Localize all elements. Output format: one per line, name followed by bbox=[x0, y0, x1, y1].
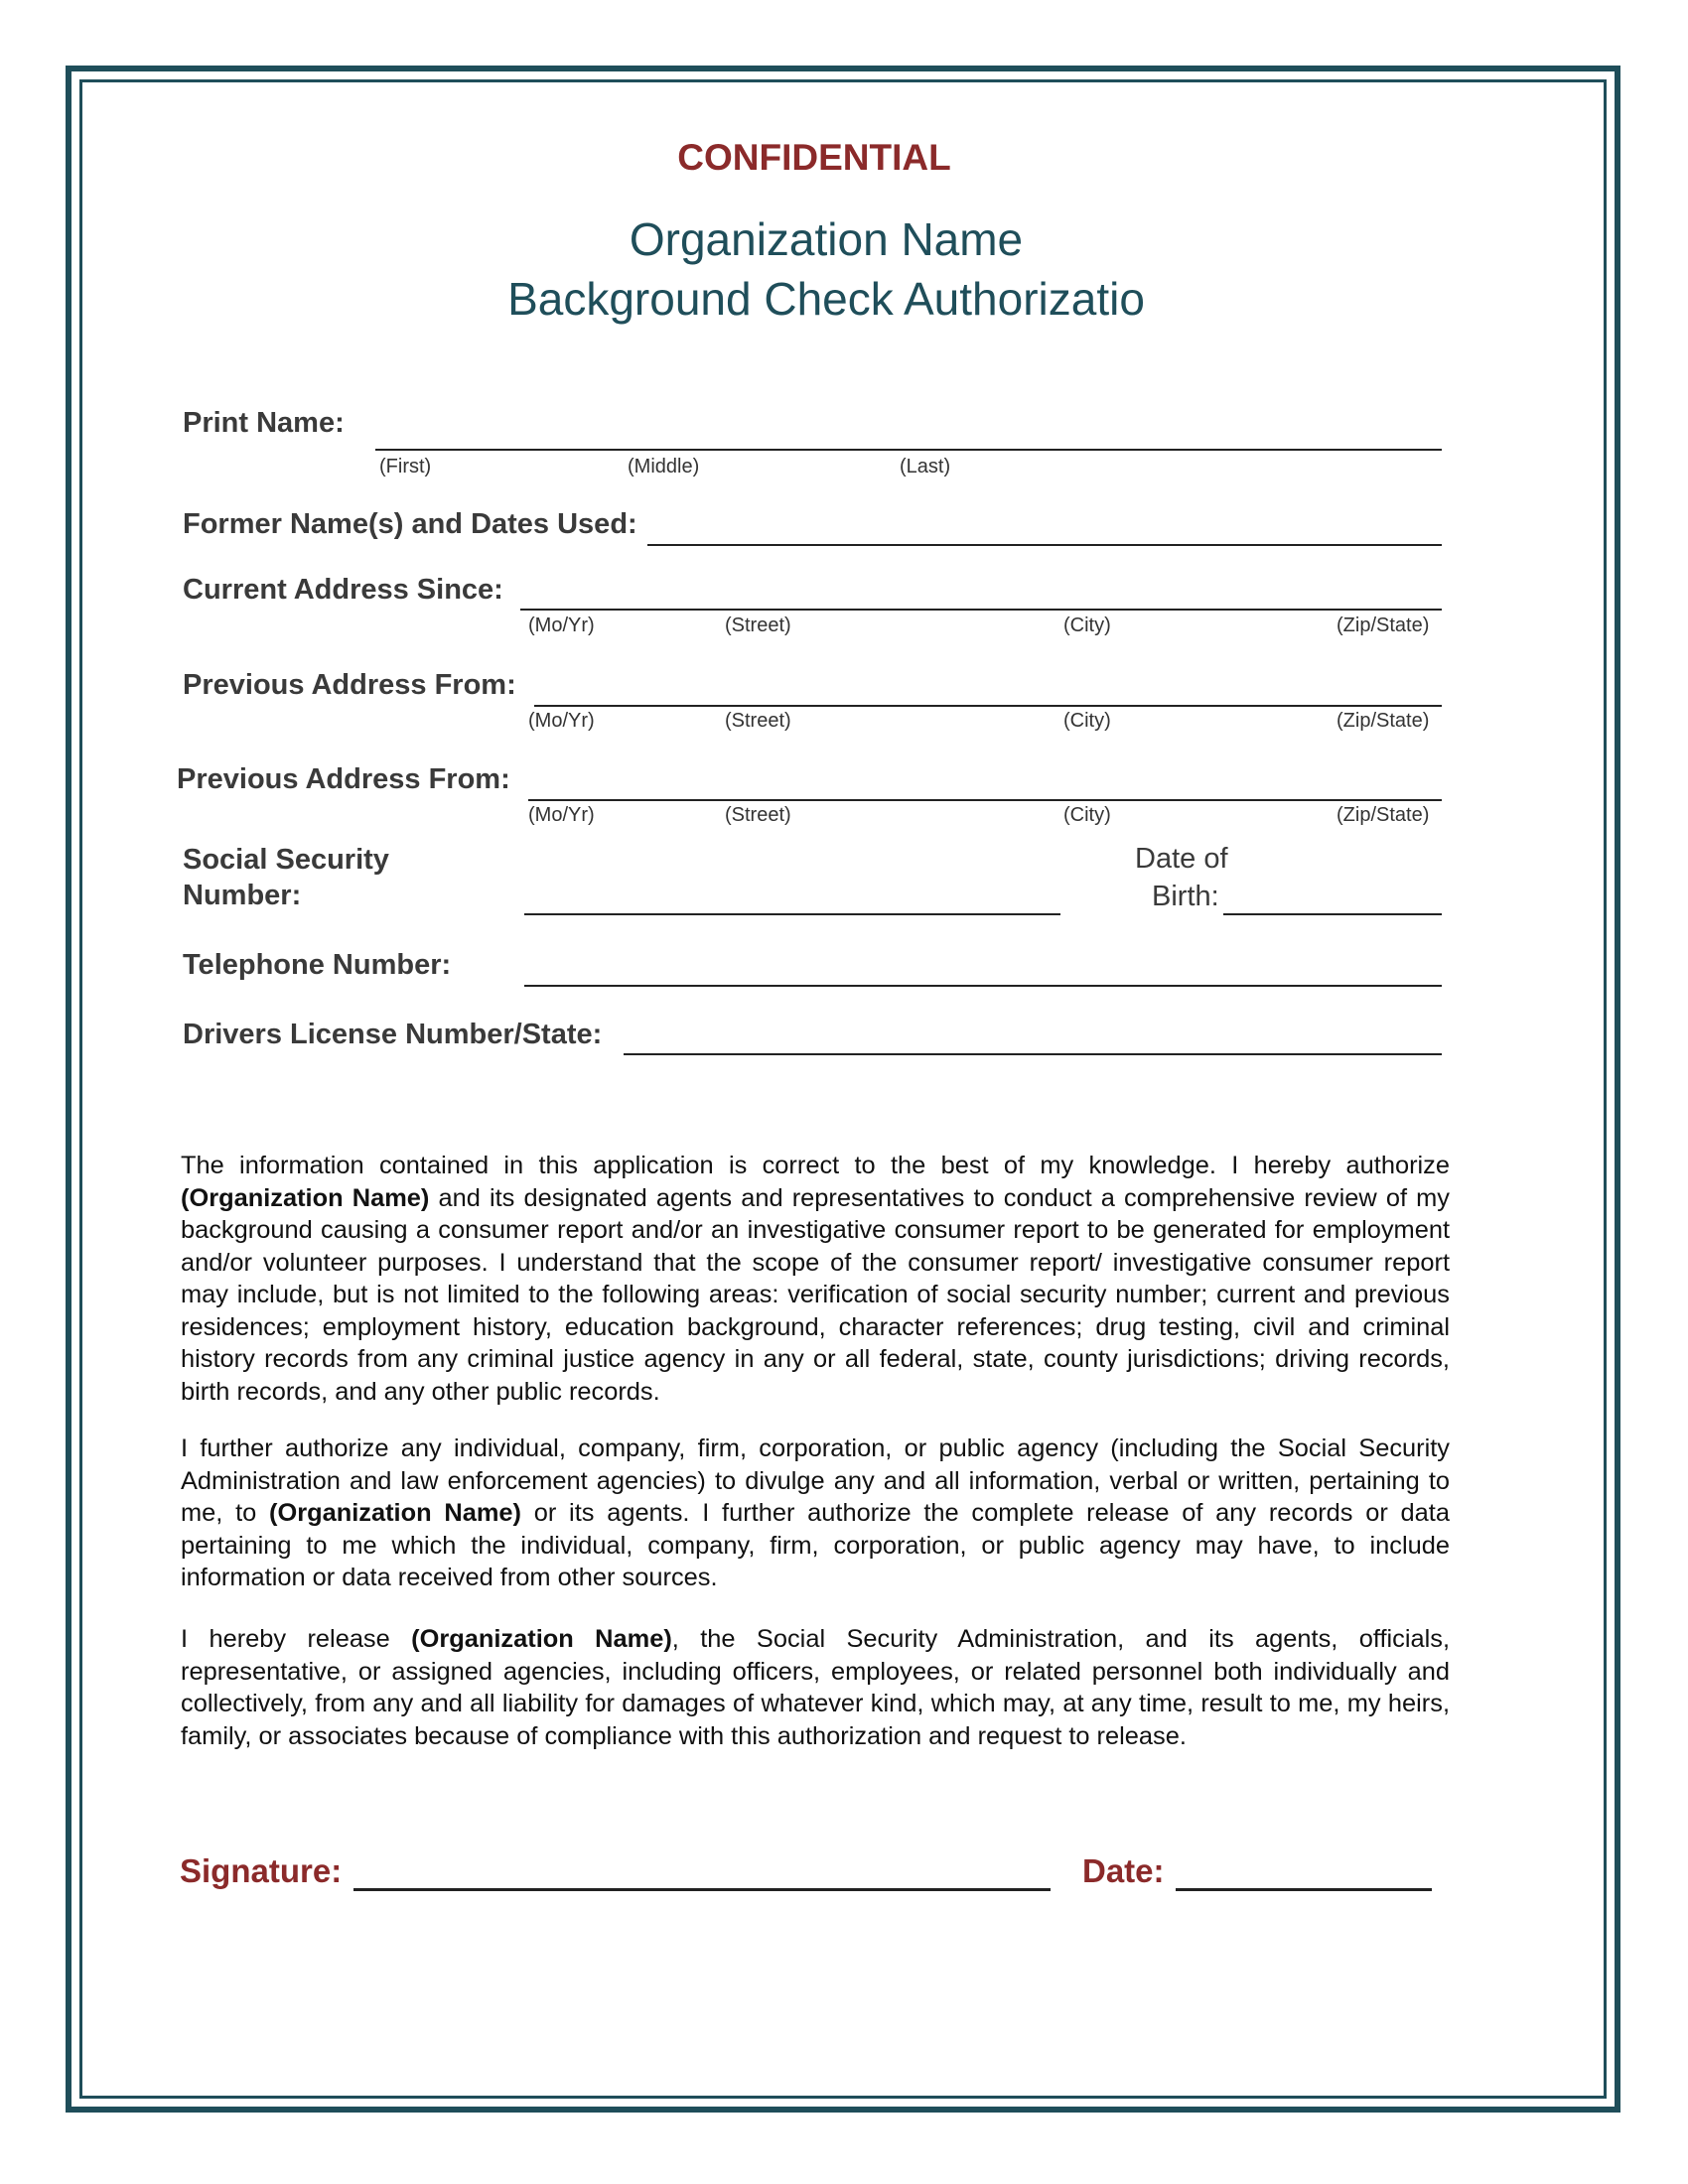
date-of-birth-field[interactable] bbox=[1223, 913, 1442, 915]
previous-address-1-label: Previous Address From: bbox=[183, 669, 516, 701]
drivers-license-field[interactable] bbox=[624, 1053, 1442, 1055]
former-names-label: Former Name(s) and Dates Used: bbox=[183, 508, 637, 540]
authorization-paragraph-2: I further authorize any individual, company, firm, corporation, or public agency (including the Social Security Administration and law enforcement agencies) to divulge any and all information, verbal or written, pertaining to me, to (Organization Name) or its agents. I further authorize the complete release of any records or data pertaining to me which the individual, company, firm, corporation, or public agency may have, to include information or data received from other sources. bbox=[181, 1434, 1450, 1591]
dob-label-line2: Birth: bbox=[1152, 881, 1219, 912]
street-caption: (Street) bbox=[725, 614, 791, 636]
dob-label-line1: Date of bbox=[1135, 843, 1228, 875]
organization-name: Organization Name bbox=[629, 213, 1024, 265]
date-field[interactable] bbox=[1176, 1888, 1432, 1891]
ssn-label-line2: Number: bbox=[183, 880, 302, 911]
zip-state-caption: (Zip/State) bbox=[1336, 710, 1430, 732]
date-label: Date: bbox=[1082, 1852, 1165, 1889]
city-caption: (City) bbox=[1063, 710, 1111, 732]
mo-yr-caption: (Mo/Yr) bbox=[528, 804, 595, 826]
street-caption: (Street) bbox=[725, 804, 791, 826]
zip-state-caption: (Zip/State) bbox=[1336, 804, 1430, 826]
drivers-license-label: Drivers License Number/State: bbox=[183, 1019, 603, 1050]
first-name-caption: (First) bbox=[379, 456, 432, 478]
print-name-label: Print Name: bbox=[183, 407, 345, 439]
form-title: Background Check Authorizatio bbox=[507, 273, 1145, 325]
previous-address-1-field[interactable] bbox=[534, 705, 1442, 707]
middle-name-caption: (Middle) bbox=[628, 456, 700, 478]
signature-label: Signature: bbox=[180, 1852, 343, 1889]
authorization-paragraph-1: The information contained in this application is correct to the best of my knowledge. I hereby authorize (Organization Name) and its designated agents and representatives to conduct a comprehensive review of my background causing a consumer report and/or an investigative consumer report to be generated for employment and/or volunteer purposes. I understand that the scope of the consumer report/ investigative consumer report may include, but is not limited to the following areas: verification of social security number; current and previous residences; employment history, education background, character references; drug testing, civil and criminal history records from any criminal justice agency in any or all federal, state, county jurisdictions; driving records, birth records, and any other public records. bbox=[181, 1152, 1451, 1406]
mo-yr-caption: (Mo/Yr) bbox=[528, 710, 595, 732]
city-caption: (City) bbox=[1063, 614, 1111, 636]
street-caption: (Street) bbox=[725, 710, 791, 732]
ssn-label-line1: Social Security bbox=[183, 844, 389, 876]
release-paragraph: I hereby release (Organization Name), the Social Security Administration, and its agents, officials, representative, or assigned agencies, including officers, employees, or related personnel both individually and collectively, from any and all liability for damages of whatever kind, which may, at any time, result to me, my heirs, family, or associates because of compliance with this authorization and request to release. bbox=[181, 1625, 1450, 1750]
ssn-field[interactable] bbox=[524, 913, 1060, 915]
current-address-field[interactable] bbox=[520, 609, 1442, 611]
zip-state-caption: (Zip/State) bbox=[1336, 614, 1430, 636]
previous-address-2-field[interactable] bbox=[528, 799, 1442, 801]
print-name-field[interactable] bbox=[375, 449, 1442, 451]
current-address-label: Current Address Since: bbox=[183, 574, 503, 606]
last-name-caption: (Last) bbox=[900, 456, 951, 478]
former-names-field[interactable] bbox=[647, 544, 1442, 546]
telephone-label: Telephone Number: bbox=[183, 949, 452, 981]
previous-address-2-label: Previous Address From: bbox=[177, 763, 510, 795]
telephone-field[interactable] bbox=[524, 985, 1442, 987]
signature-field[interactable] bbox=[353, 1888, 1051, 1891]
page-border-inner bbox=[79, 79, 1607, 2099]
mo-yr-caption: (Mo/Yr) bbox=[528, 614, 595, 636]
city-caption: (City) bbox=[1063, 804, 1111, 826]
confidential-heading: CONFIDENTIAL bbox=[677, 137, 951, 178]
